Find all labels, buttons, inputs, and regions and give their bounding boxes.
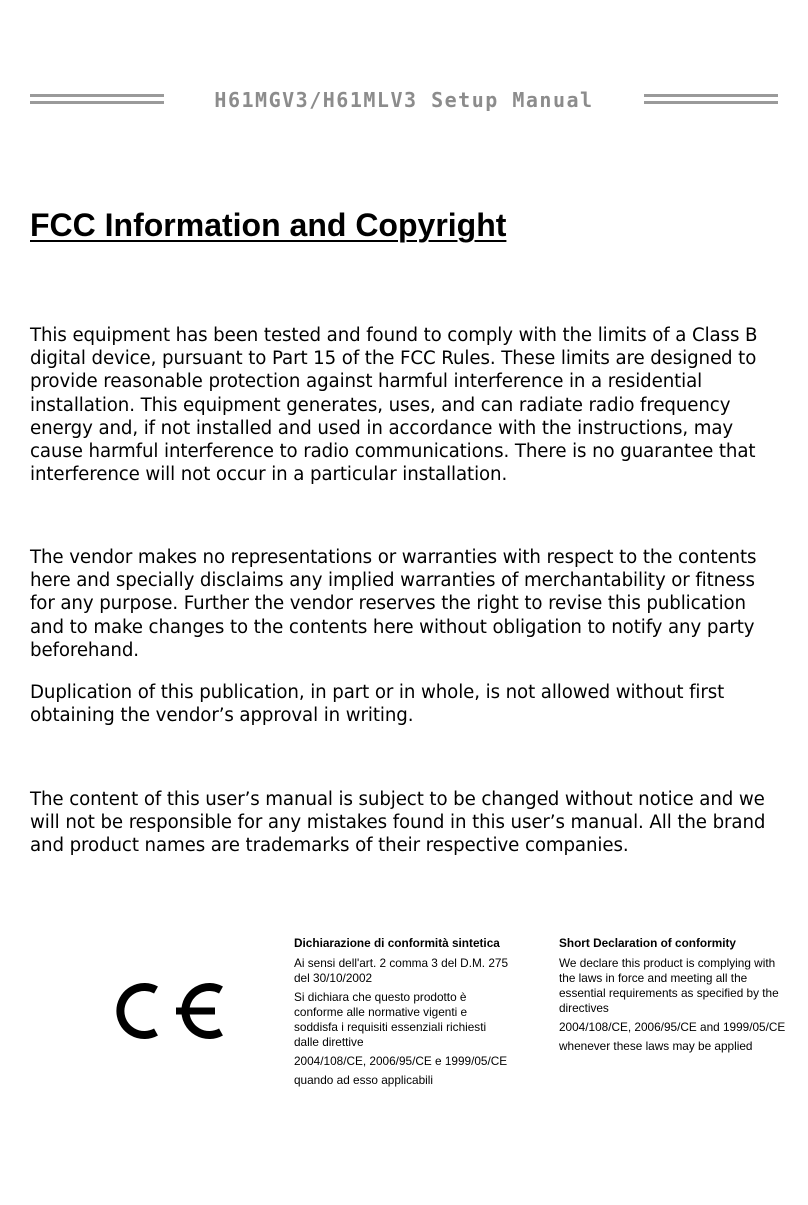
declaration-italian-title: Dichiarazione di conformità sintetica <box>294 936 500 950</box>
declaration-italian-line: 2004/108/CE, 2006/95/CE e 1999/05/CE <box>294 1054 508 1068</box>
page-header <box>30 86 778 114</box>
content-notice-paragraph: The content of this user’s manual is subject to be changed without notice and we will not be responsible for any mistakes found in this user’s manual. All the brand and product names are trademarks of their respective companies. <box>30 789 766 857</box>
declaration-english-line: We declare this product is complying with the laws in force and meeting all the essential requirements as specified by the directives <box>559 956 779 1015</box>
declaration-italian-line: Si dichiara che questo prodotto è conforme alle normative vigenti e soddisfa i requisiti essenziali richiesti dalle direttive <box>294 990 487 1049</box>
header-rule-right <box>644 94 778 106</box>
declaration-english-title: Short Declaration of conformity <box>559 936 736 950</box>
header-rule-left <box>30 94 164 106</box>
fcc-paragraph: This equipment has been tested and found to comply with the limits of a Class B digital device, pursuant to Part 15 of the FCC Rules. These limits are designed to provide reasonable protection against harmful interference in a residential installation. This equipment generates, uses, and can radiate radio frequency energy and, if not installed and used in accordance with the instructions, may cause harmful interference to radio communications. There is no guarantee that interference will not occur in a particular installation. <box>30 325 758 486</box>
declaration-english-line: 2004/108/CE, 2006/95/CE and 1999/05/CE <box>559 1020 786 1034</box>
declaration-italian-line: quando ad esso applicabili <box>294 1073 434 1087</box>
warranty-paragraph: The vendor makes no representations or warranties with respect to the contents here and specially disclaims any implied warranties of merchantability or fitness for any purpose. Further the vendor reserves the right to revise this publication and to make changes to the contents here without obligation to notify any party beforehand. <box>30 547 757 661</box>
declaration-english <box>559 936 787 1058</box>
header-title: H61MGV3/H61MLV3 Setup Manual <box>214 88 594 112</box>
declaration-italian-line: Ai sensi dell'art. 2 comma 3 del D.M. 275 del 30/10/2002 <box>294 956 509 985</box>
duplication-paragraph: Duplication of this publication, in part or in whole, is not allowed without first obtaining the vendor’s approval in writing. <box>30 682 725 727</box>
declaration-english-line: whenever these laws may be applied <box>559 1039 753 1053</box>
ce-mark-icon <box>104 980 230 1042</box>
page-title: FCC Information and Copyright <box>30 207 507 243</box>
declaration-italian <box>294 936 512 1092</box>
